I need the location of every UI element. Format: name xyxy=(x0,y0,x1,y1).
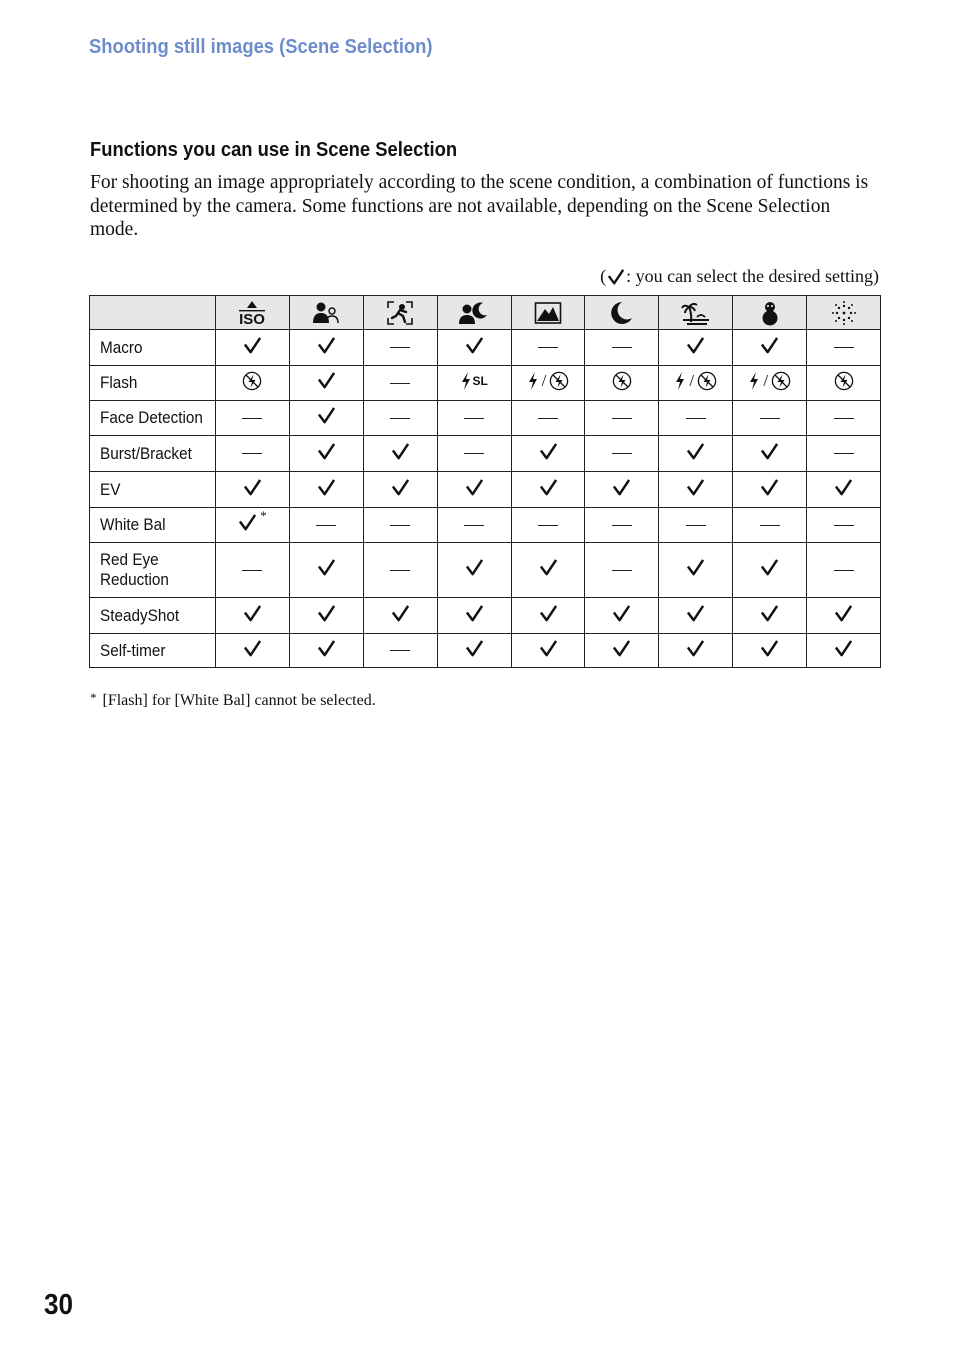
table-cell xyxy=(733,330,807,366)
table-cell xyxy=(437,543,511,598)
flash-off-icon xyxy=(834,371,854,391)
row-label xyxy=(90,598,216,634)
not-available-dash xyxy=(686,418,706,419)
not-available-dash xyxy=(612,453,632,454)
row-label-text: Self-timer xyxy=(100,640,166,660)
column-header-high-sensitivity-iso-icon xyxy=(216,296,290,330)
column-header-beach-icon xyxy=(659,296,733,330)
table-cell xyxy=(363,366,437,401)
table-cell xyxy=(437,634,511,668)
check-icon xyxy=(465,639,484,658)
table-cell xyxy=(437,598,511,634)
table-cell xyxy=(363,543,437,598)
check-icon xyxy=(465,604,484,623)
legend-text: : you can select the desired setting) xyxy=(626,266,879,286)
not-available-dash xyxy=(464,418,484,419)
slow-sync-label: SL xyxy=(472,373,488,388)
check-icon xyxy=(607,268,625,286)
slash-separator: / xyxy=(763,370,769,390)
high-sensitivity-iso-icon xyxy=(237,300,267,326)
not-available-dash xyxy=(612,418,632,419)
not-available-dash xyxy=(390,650,410,651)
table-row xyxy=(90,634,881,668)
not-available-dash xyxy=(686,525,706,526)
table-cell xyxy=(733,401,807,436)
table-cell xyxy=(807,330,881,366)
table-row xyxy=(90,401,881,436)
check-with-note xyxy=(238,507,267,532)
table-cell xyxy=(216,598,290,634)
row-label xyxy=(90,436,216,472)
table-cell xyxy=(807,366,881,401)
row-label xyxy=(90,508,216,543)
table-row xyxy=(90,366,881,401)
check-icon xyxy=(686,604,705,623)
table-cell xyxy=(585,401,659,436)
check-icon xyxy=(243,604,262,623)
not-available-dash xyxy=(242,418,262,419)
check-icon xyxy=(612,639,631,658)
row-label-text: SteadyShot xyxy=(100,605,180,625)
check-icon xyxy=(760,336,779,355)
table-cell xyxy=(733,436,807,472)
footnote-text: [Flash] for [White Bal] cannot be selected. xyxy=(102,692,376,709)
column-header-soft-snap-portrait-icon xyxy=(289,296,363,330)
table-cell xyxy=(733,472,807,508)
check-icon xyxy=(686,558,705,577)
check-icon xyxy=(539,442,558,461)
check-icon xyxy=(391,478,410,497)
table-cell xyxy=(659,598,733,634)
row-label xyxy=(90,472,216,508)
table-cell xyxy=(363,401,437,436)
row-label-text: Macro xyxy=(100,337,143,357)
table-cell xyxy=(437,436,511,472)
table-cell xyxy=(585,436,659,472)
table-row xyxy=(90,330,881,366)
column-header-advanced-sports-shooting-icon xyxy=(363,296,437,330)
table-cell xyxy=(585,543,659,598)
check-icon xyxy=(317,558,336,577)
not-available-dash xyxy=(316,525,336,526)
check-icon xyxy=(686,336,705,355)
table-cell xyxy=(659,634,733,668)
slow-sync-flash xyxy=(460,371,487,391)
not-available-dash xyxy=(390,347,410,348)
table-cell xyxy=(289,598,363,634)
footnote xyxy=(90,692,376,710)
check-icon xyxy=(317,639,336,658)
table-row xyxy=(90,436,881,472)
column-header-fireworks-icon xyxy=(807,296,881,330)
table-cell xyxy=(511,634,585,668)
table-cell xyxy=(289,508,363,543)
table-cell xyxy=(216,508,290,543)
row-label xyxy=(90,543,216,598)
check-icon xyxy=(686,478,705,497)
flash-auto-or-off xyxy=(748,371,791,391)
scene-function-table xyxy=(89,295,881,668)
table-cell xyxy=(733,508,807,543)
check-icon xyxy=(686,639,705,658)
advanced-sports-shooting-icon xyxy=(386,300,414,326)
table-cell xyxy=(289,543,363,598)
row-label xyxy=(90,330,216,366)
table-cell xyxy=(216,634,290,668)
table-cell xyxy=(733,543,807,598)
not-available-dash xyxy=(834,525,854,526)
twilight-portrait-icon xyxy=(459,301,489,325)
table-cell xyxy=(363,436,437,472)
table-cell xyxy=(511,366,585,401)
table-cell xyxy=(216,472,290,508)
table-cell xyxy=(363,508,437,543)
table-cell xyxy=(585,330,659,366)
table-row xyxy=(90,472,881,508)
row-label-text: EV xyxy=(100,479,121,499)
check-icon xyxy=(760,604,779,623)
check-icon xyxy=(243,639,262,658)
check-icon xyxy=(391,604,410,623)
slash-separator: / xyxy=(689,370,695,390)
check-icon xyxy=(243,336,262,355)
table-row xyxy=(90,598,881,634)
check-icon xyxy=(760,558,779,577)
not-available-dash xyxy=(390,418,410,419)
table-cell xyxy=(437,401,511,436)
table-cell xyxy=(733,598,807,634)
table-cell xyxy=(363,598,437,634)
table-cell xyxy=(289,330,363,366)
beach-icon xyxy=(681,300,711,326)
table-cell xyxy=(585,472,659,508)
table-cell xyxy=(289,472,363,508)
table-cell xyxy=(585,598,659,634)
check-icon xyxy=(317,478,336,497)
check-icon xyxy=(539,604,558,623)
not-available-dash xyxy=(464,525,484,526)
not-available-dash xyxy=(390,383,410,384)
row-label xyxy=(90,401,216,436)
row-label-text: Face Detection xyxy=(100,408,203,427)
column-header-landscape-icon xyxy=(511,296,585,330)
row-label xyxy=(90,634,216,668)
table-cell xyxy=(585,366,659,401)
table-cell xyxy=(585,508,659,543)
table-cell xyxy=(659,330,733,366)
flash-off-icon xyxy=(242,371,262,391)
flash-off-icon xyxy=(771,371,791,391)
not-available-dash xyxy=(834,570,854,571)
twilight-icon xyxy=(610,301,634,325)
not-available-dash xyxy=(390,525,410,526)
flash-icon xyxy=(674,371,686,391)
table-cell xyxy=(807,508,881,543)
header-blank xyxy=(90,296,216,330)
table-cell xyxy=(437,330,511,366)
check-icon xyxy=(317,604,336,623)
table-cell xyxy=(289,436,363,472)
footnote-mark: * xyxy=(90,690,97,705)
row-label xyxy=(90,366,216,401)
check-icon xyxy=(760,639,779,658)
legend xyxy=(600,266,879,287)
table-cell xyxy=(216,436,290,472)
table-cell xyxy=(289,634,363,668)
check-icon xyxy=(686,442,705,461)
check-icon xyxy=(612,604,631,623)
not-available-dash xyxy=(612,570,632,571)
check-icon xyxy=(465,478,484,497)
table-cell xyxy=(733,634,807,668)
not-available-dash xyxy=(834,347,854,348)
table-cell xyxy=(511,401,585,436)
check-icon xyxy=(317,336,336,355)
table-row xyxy=(90,543,881,598)
check-icon xyxy=(391,442,410,461)
not-available-dash xyxy=(834,418,854,419)
check-icon xyxy=(317,442,336,461)
table-cell xyxy=(437,366,511,401)
table-cell xyxy=(807,634,881,668)
table-cell xyxy=(659,543,733,598)
check-icon xyxy=(317,371,336,390)
legend-open: ( xyxy=(600,266,607,286)
column-header-twilight-portrait-icon xyxy=(437,296,511,330)
table-cell xyxy=(289,401,363,436)
not-available-dash xyxy=(760,418,780,419)
row-label-text: Red Eye Reduction xyxy=(100,550,169,589)
table-cell xyxy=(807,472,881,508)
flash-icon xyxy=(748,371,760,391)
table-header-row xyxy=(90,296,881,330)
check-icon xyxy=(539,558,558,577)
snow-icon xyxy=(759,300,781,326)
flash-auto-or-off xyxy=(527,371,570,391)
flash-off-icon xyxy=(612,371,632,391)
check-icon xyxy=(760,478,779,497)
table-cell xyxy=(733,366,807,401)
row-label-text: White Bal xyxy=(100,515,166,534)
not-available-dash xyxy=(390,570,410,571)
table-cell xyxy=(807,543,881,598)
check-icon xyxy=(465,336,484,355)
intro-paragraph: For shooting an image appropriately according to the scene condition, a combination of functions is determined by the camera. Some functions are not available, depending on the Scene Selection mode. xyxy=(90,172,869,240)
check-icon xyxy=(465,558,484,577)
not-available-dash xyxy=(760,525,780,526)
not-available-dash xyxy=(538,418,558,419)
table-cell xyxy=(511,598,585,634)
table-cell xyxy=(659,436,733,472)
table-cell xyxy=(363,634,437,668)
table-cell xyxy=(216,543,290,598)
check-icon xyxy=(317,406,336,425)
table-cell xyxy=(511,472,585,508)
table-cell xyxy=(585,634,659,668)
not-available-dash xyxy=(242,570,262,571)
table-cell xyxy=(363,472,437,508)
footnote-reference: * xyxy=(260,507,267,523)
table-cell xyxy=(216,330,290,366)
check-icon xyxy=(238,513,257,532)
table-cell xyxy=(511,543,585,598)
flash-off-icon xyxy=(549,371,569,391)
row-label-text: Flash xyxy=(100,373,138,392)
svg-text:ISO: ISO xyxy=(239,310,266,326)
flash-icon xyxy=(527,371,539,391)
landscape-icon xyxy=(534,301,562,325)
table-cell xyxy=(807,436,881,472)
table-cell xyxy=(216,401,290,436)
check-icon xyxy=(760,442,779,461)
table-cell xyxy=(363,330,437,366)
fireworks-icon xyxy=(831,300,857,326)
not-available-dash xyxy=(612,525,632,526)
table-cell xyxy=(511,508,585,543)
soft-snap-portrait-icon xyxy=(312,301,340,325)
check-icon xyxy=(834,478,853,497)
check-icon xyxy=(834,604,853,623)
section-title: Functions you can use in Scene Selection xyxy=(90,139,458,161)
not-available-dash xyxy=(464,453,484,454)
not-available-dash xyxy=(538,525,558,526)
page-number: 30 xyxy=(44,1289,74,1321)
page-header: Shooting still images (Scene Selection) xyxy=(89,36,433,58)
table-cell xyxy=(659,472,733,508)
table-cell xyxy=(289,366,363,401)
table-cell xyxy=(807,401,881,436)
flash-icon xyxy=(460,371,472,391)
check-icon xyxy=(243,478,262,497)
slash-separator: / xyxy=(541,370,547,390)
flash-auto-or-off xyxy=(674,371,717,391)
column-header-snow-icon xyxy=(733,296,807,330)
check-icon xyxy=(539,639,558,658)
check-icon xyxy=(539,478,558,497)
table-row xyxy=(90,508,881,543)
not-available-dash xyxy=(612,347,632,348)
check-icon xyxy=(612,478,631,497)
table-cell xyxy=(807,598,881,634)
column-header-twilight-icon xyxy=(585,296,659,330)
table-cell xyxy=(659,508,733,543)
check-icon xyxy=(834,639,853,658)
flash-off-icon xyxy=(697,371,717,391)
table-cell xyxy=(511,436,585,472)
not-available-dash xyxy=(242,453,262,454)
row-label-text: Burst/Bracket xyxy=(100,443,192,463)
table-cell xyxy=(659,366,733,401)
table-cell xyxy=(437,472,511,508)
not-available-dash xyxy=(538,347,558,348)
table-cell xyxy=(659,401,733,436)
not-available-dash xyxy=(834,453,854,454)
table-cell xyxy=(437,508,511,543)
table-cell xyxy=(511,330,585,366)
table-cell xyxy=(216,366,290,401)
